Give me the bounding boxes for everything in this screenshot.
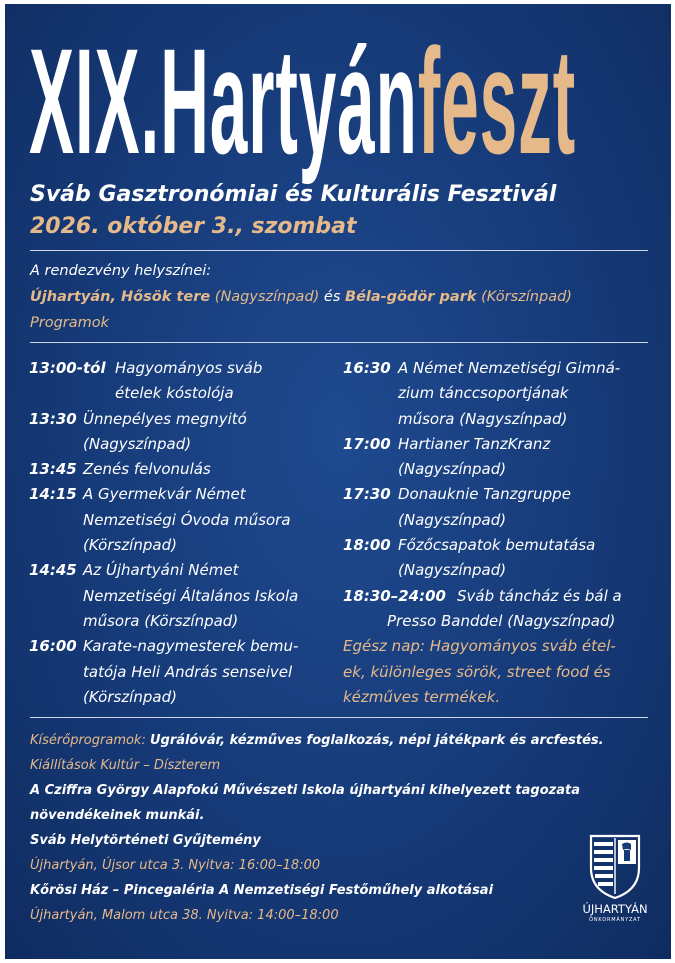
schedule-desc: Főzőcsapatok bemutatása (Nagyszínpad)	[398, 536, 596, 580]
schedule-item	[29, 356, 329, 407]
festival-poster	[5, 4, 671, 959]
schedule-left-column	[29, 356, 329, 710]
schedule-item	[29, 482, 329, 558]
schedule-item	[29, 558, 329, 634]
schedule-item	[343, 432, 648, 483]
schedule-desc: Hartianer TanzKranz (Nagyszínpad)	[398, 434, 551, 479]
exhibition-text-1: A Cziffra György Alapfokú Művészeti Iskola újhartyáni kihelyezett tagozata	[30, 783, 580, 798]
schedule-item	[343, 356, 648, 432]
venue-place-2: Béla-gödör park	[345, 289, 477, 305]
side-programs-section	[30, 728, 604, 928]
schedule-time: 14:15	[29, 485, 77, 504]
schedule-time: 18:30–24:00	[343, 586, 446, 605]
exhibition-text-2: növendékeinek munkái.	[30, 808, 205, 823]
title-part-white: XIX.Hartyán	[29, 17, 418, 185]
schedule-time: 17:00	[343, 434, 391, 453]
gallery-info: Újhartyán, Malom utca 38. Nyitva: 14:00–18:00	[30, 908, 339, 923]
poster-title	[29, 17, 659, 185]
museum-info: Újhartyán, Újsor utca 3. Nyitva: 16:00–18:00	[30, 858, 321, 873]
venue-place-1-note: (Nagyszínpad)	[210, 289, 324, 305]
divider-programs	[30, 342, 648, 343]
side-programs-label: Kísérőprogramok:	[30, 733, 150, 748]
festival-date: 2026. október 3., szombat	[30, 214, 357, 239]
gallery-title: Kőrösi Ház – Pincegaléria A Nemzetiségi Festőműhely alkotásai	[30, 883, 494, 898]
schedule-time: 13:30	[29, 409, 77, 428]
coat-of-arms-icon	[585, 830, 645, 900]
title-part-gold: feszt	[417, 17, 577, 185]
side-programs-text: Ugrálóvár, kézműves foglalkozás, népi játékpark és arcfestés.	[149, 733, 604, 748]
divider-top	[30, 250, 648, 251]
schedule-desc: Donauknie Tanzgruppe (Nagyszínpad)	[398, 485, 571, 529]
exhibitions-label: Kiállítások Kultúr – Díszterem	[30, 758, 221, 773]
schedule-desc: Sváb táncház és bál a Presso Banddel (Nagyszínpad)	[387, 586, 622, 630]
divider-bottom	[30, 717, 648, 718]
logo-name: ÚJHARTYÁN	[582, 902, 648, 916]
venue-line	[30, 289, 572, 305]
venue-and: és	[323, 289, 346, 305]
schedule-time: 16:30	[343, 359, 391, 377]
schedule-item	[343, 482, 648, 533]
all-day-note: Egész nap: Hagyományos sváb étel- ek, különleges sörök, street food és kézműves termékek.	[343, 637, 616, 707]
logo-subtitle: ÖNKORMÁNYZAT	[589, 917, 641, 923]
schedule-desc: Zenés felvonulás	[83, 460, 211, 479]
schedule-desc: Ünnepélyes megnyitó (Nagyszínpad)	[83, 409, 247, 453]
venue-place-1: Újhartyán, Hősök tere	[30, 289, 211, 305]
side-programs-line	[30, 728, 604, 753]
schedule-desc: A Német Nemzetiségi Gimná- zium tánccsoportjának műsora (Nagyszínpad)	[398, 359, 621, 428]
schedule-time: 16:00	[29, 637, 77, 656]
schedule-right-column	[343, 356, 648, 711]
schedule-time: 17:30	[343, 485, 391, 504]
schedule-desc: Karate-nagymesterek bemu- tatója Heli András senseivel (Körszínpad)	[83, 637, 299, 706]
schedule-item	[343, 533, 648, 584]
venue-intro: A rendezvény helyszínei:	[30, 263, 212, 279]
schedule-item	[29, 634, 329, 710]
programs-label: Programok	[30, 315, 110, 331]
schedule-time: 13:00-tól	[29, 359, 106, 377]
schedule-item	[29, 407, 329, 458]
schedule-item	[29, 457, 329, 482]
schedule-desc: A Gyermekvár Német Nemzetiségi Óvoda műsora (Körszínpad)	[83, 485, 291, 555]
schedule-desc: Az Újhartyáni Német Nemzetiségi Általános Iskola műsora (Körszínpad)	[83, 561, 299, 630]
museum-title: Sváb Helytörténeti Gyűjtemény	[30, 833, 261, 848]
venue-place-2-note: (Körszínpad)	[476, 289, 572, 305]
schedule-time: 13:45	[29, 460, 77, 479]
schedule-time: 18:00	[343, 536, 391, 555]
schedule-item	[343, 584, 648, 635]
festival-subtitle: Sváb Gasztronómiai és Kulturális Fesztivál	[30, 182, 557, 207]
schedule-time: 14:45	[29, 561, 77, 580]
schedule-desc: Hagyományos sváb ételek kóstolója	[115, 359, 263, 403]
